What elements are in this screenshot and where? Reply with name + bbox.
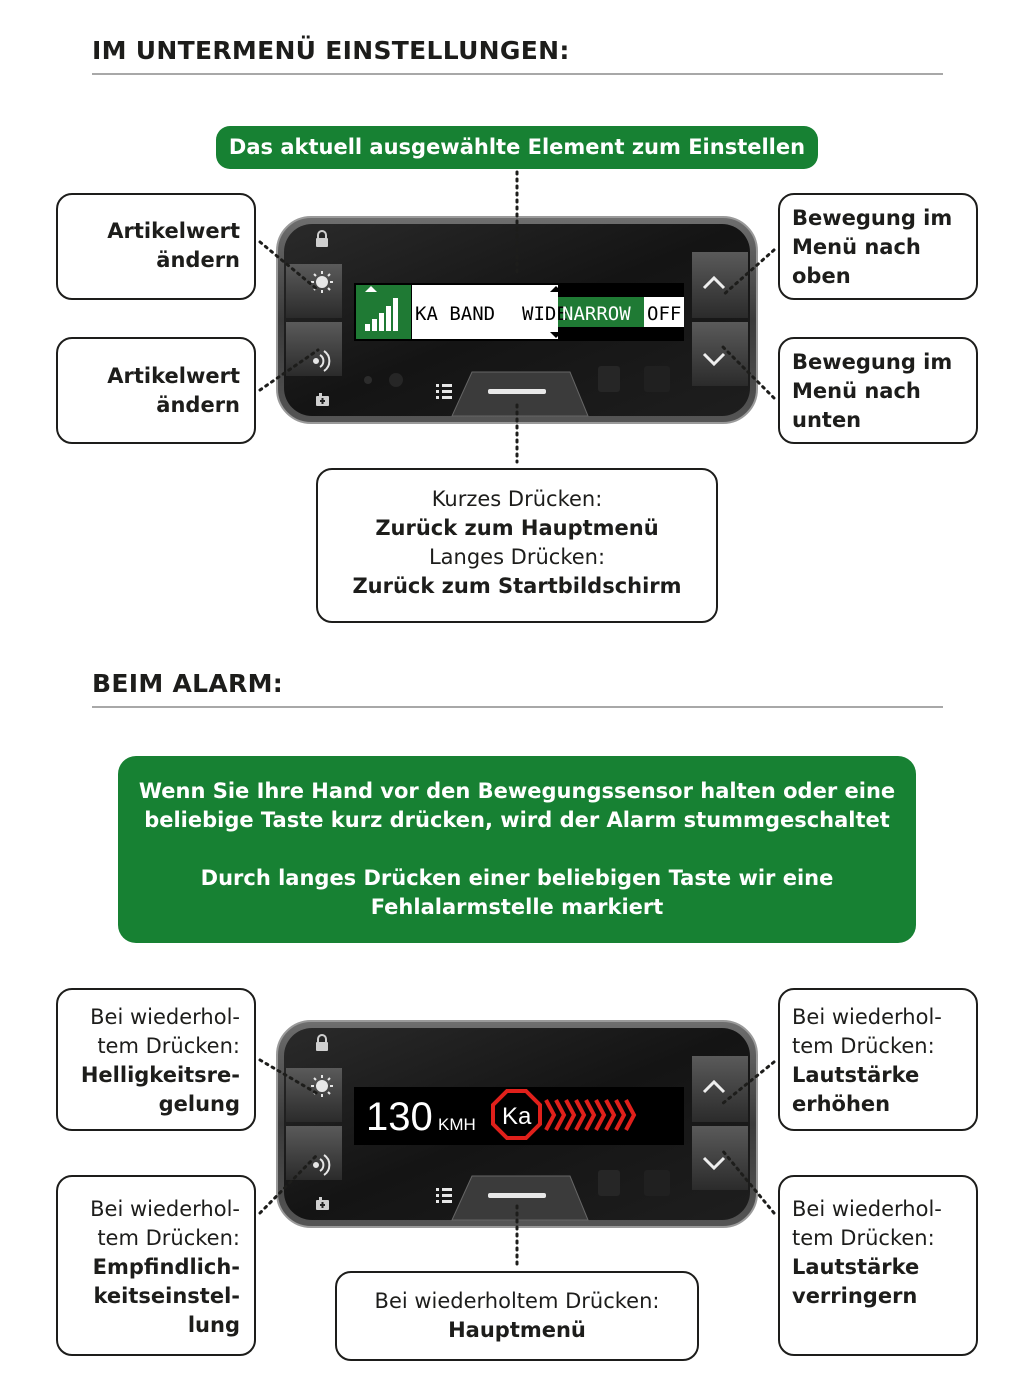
callout-volume-down — [778, 1175, 978, 1356]
callout-volume-up — [778, 988, 978, 1131]
callout-line: gelung — [158, 1092, 240, 1116]
callout-line: ändern — [156, 248, 240, 272]
callout-line: Hauptmenü — [448, 1318, 586, 1342]
callout-line: Zurück zum Hauptmenü — [375, 516, 659, 540]
callout-line: tem Drücken: — [97, 1226, 240, 1250]
callout-line: oben — [792, 264, 851, 288]
callout-line: Zurück zum Startbildschirm — [352, 574, 682, 598]
callout-line: Bei wiederhol- — [792, 1005, 942, 1029]
down-button[interactable] — [692, 1126, 748, 1190]
callout-line: Artikelwert — [107, 364, 240, 388]
banner-line: Durch langes Drücken einer beliebigen Taste wir eine — [200, 866, 834, 890]
radar-device-settings — [276, 216, 758, 426]
section1-heading: IM UNTERMENÜ EINSTELLUNGEN: — [92, 36, 570, 65]
selected-element-banner: Das aktuell ausgewählte Element zum Einstellen — [216, 126, 818, 169]
callout-line: verringern — [792, 1284, 918, 1308]
screen-option-narrow: NARROW — [562, 303, 631, 325]
screen-option-wide: WIDE — [522, 303, 568, 325]
banner-line: beliebige Taste kurz drücken, wird der Alarm stummgeschaltet — [144, 808, 890, 832]
callout-line: tem Drücken: — [792, 1226, 935, 1250]
callout-line: Menü nach — [792, 379, 921, 403]
radar-device-alarm — [276, 1020, 758, 1230]
callout-line: Lautstärke — [792, 1063, 920, 1087]
callout-line: tem Drücken: — [97, 1034, 240, 1058]
callout-line: Kurzes Drücken: — [431, 487, 603, 511]
down-button[interactable] — [692, 322, 748, 386]
callout-line: Langes Drücken: — [428, 545, 606, 569]
callout-brightness — [56, 988, 256, 1131]
callout-line: Lautstärke — [792, 1255, 920, 1279]
callout-line: unten — [792, 408, 862, 432]
callout-line: Bei wiederhol- — [90, 1197, 240, 1221]
section1-divider — [92, 73, 943, 75]
callout-line: Bewegung im — [792, 206, 953, 230]
callout-move-up — [778, 193, 978, 300]
callout-line: tem Drücken: — [792, 1034, 935, 1058]
menu-list-icon — [436, 384, 452, 399]
callout-line: ändern — [156, 393, 240, 417]
callout-line: Bei wiederholtem Drücken: — [374, 1289, 660, 1313]
callout-change-value-bottom — [56, 337, 256, 444]
callout-sensitivity — [56, 1175, 256, 1356]
menu-list-icon — [436, 1188, 452, 1203]
speed-value: 130 — [366, 1095, 433, 1139]
brightness-button[interactable] — [286, 1068, 342, 1122]
callout-back-button — [316, 468, 718, 623]
callout-line: Helligkeitsre- — [80, 1063, 240, 1087]
banner-line: Wenn Sie Ihre Hand vor den Bewegungssensor halten oder eine — [138, 779, 896, 803]
sensor-button[interactable] — [286, 1126, 342, 1180]
banner-line: Fehlalarmstelle markiert — [370, 895, 664, 919]
callout-move-down — [778, 337, 978, 444]
section2-divider — [92, 706, 943, 708]
callout-main-menu — [335, 1271, 699, 1361]
alarm-info-banner — [118, 756, 916, 943]
sensor-button[interactable] — [286, 322, 342, 376]
callout-line: keitseinstel- — [93, 1284, 240, 1308]
screen-item-label: KA BAND — [415, 303, 496, 325]
brightness-button[interactable] — [286, 264, 342, 318]
callout-line: Empfindlich- — [92, 1255, 240, 1279]
callout-line: Artikelwert — [107, 219, 240, 243]
callout-line: Menü nach — [792, 235, 921, 259]
section2-heading: BEIM ALARM: — [92, 669, 284, 698]
callout-line: erhöhen — [792, 1092, 891, 1116]
callout-line: Bei wiederhol- — [90, 1005, 240, 1029]
callout-line: lung — [187, 1313, 240, 1337]
speed-unit: KMH — [438, 1115, 476, 1134]
band-label: Ka — [502, 1103, 532, 1130]
callout-line: Bei wiederhol- — [792, 1197, 942, 1221]
screen-option-off: OFF — [647, 303, 682, 325]
callout-change-value-top — [56, 193, 256, 300]
callout-line: Bewegung im — [792, 350, 953, 374]
